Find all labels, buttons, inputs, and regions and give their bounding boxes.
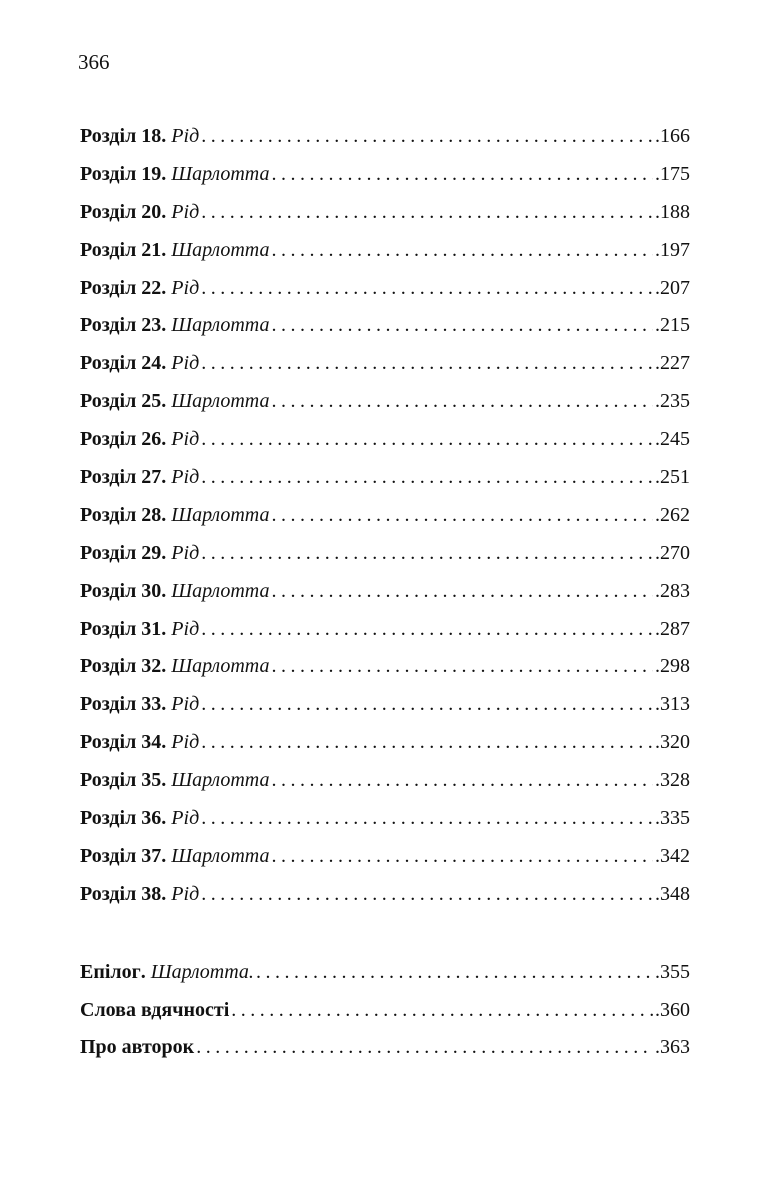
toc-entry [80, 156, 690, 194]
toc-entry-label: Епілог [80, 960, 141, 983]
dot-leader [196, 1029, 653, 1067]
toc-entry-narrator: Рід [171, 541, 200, 564]
toc-entry-narrator: Шарлотта [171, 314, 270, 337]
toc-entry-narrator: Шарлотта. [150, 960, 254, 983]
toc-entry-narrator: Рід [171, 125, 200, 147]
toc-entry [80, 648, 690, 686]
dot-leader [201, 459, 653, 497]
toc-entry-separator: . [161, 428, 172, 451]
dot-leader [231, 992, 653, 1030]
toc-entry-narrator: Рід [171, 276, 200, 299]
toc-entry-separator: . [161, 162, 172, 185]
toc-entry [80, 307, 690, 345]
toc-entry-separator: . [161, 579, 172, 602]
toc-entry [80, 992, 690, 1030]
toc-entry-separator: . [161, 390, 172, 413]
toc-entry-narrator: Рід [171, 428, 200, 451]
toc-entry-label: Розділ 30 [80, 579, 162, 602]
toc-entry-label: Розділ 21 [80, 238, 162, 261]
toc-entry [80, 724, 690, 762]
toc-entry-narrator: Рід [171, 617, 200, 640]
toc-entry-page-number: .335 [655, 807, 690, 830]
toc-entry [80, 838, 690, 876]
dot-leader [201, 118, 653, 156]
toc-entry-label: Розділ 25 [80, 390, 162, 413]
toc-entry-label: Розділ 24 [80, 352, 162, 375]
toc-entry-page-number: .328 [655, 769, 690, 792]
toc-entry-label: Розділ 23 [80, 314, 162, 337]
dot-leader [201, 535, 653, 573]
toc-entry [80, 800, 690, 838]
toc-entry-page-number: .313 [655, 693, 690, 716]
toc-entry-separator: . [161, 617, 172, 640]
toc-entry-separator: . [161, 769, 172, 792]
toc-entry-label: Розділ 38 [80, 882, 162, 905]
toc-entry-separator: . [161, 655, 172, 678]
toc-entry [80, 762, 690, 800]
toc-entry-page-number: .245 [655, 428, 690, 451]
toc-entry-label: Розділ 32 [80, 655, 162, 678]
toc-entry [80, 1029, 690, 1067]
toc-entry [80, 194, 690, 232]
toc-entry-label: Розділ 35 [80, 769, 162, 792]
toc-entry-label: Про авторок [80, 1036, 195, 1059]
toc-entry [80, 497, 690, 535]
toc-entry [80, 270, 690, 308]
dot-leader [272, 307, 654, 345]
dot-leader [201, 345, 653, 383]
toc-entry-separator: . [161, 882, 172, 905]
dot-leader [272, 383, 654, 421]
toc-entry-narrator: Рід [171, 731, 200, 754]
dot-leader [272, 497, 654, 535]
toc-entry [80, 383, 690, 421]
toc-entry-narrator: Шарлотта [171, 579, 270, 602]
dot-leader [272, 232, 654, 270]
toc-entry-page-number: .348 [655, 882, 690, 905]
toc-entry-page-number: .251 [655, 466, 690, 489]
toc-entry-label: Розділ 28 [80, 503, 162, 526]
toc-entry [80, 421, 690, 459]
dot-leader [272, 573, 654, 611]
toc-entry-narrator: Рід [171, 466, 200, 489]
toc-entry-page-number: .320 [655, 731, 690, 754]
toc-entry-label: Розділ 29 [80, 541, 162, 564]
toc-entry-separator: . [161, 693, 172, 716]
toc-entry-separator: . [161, 276, 172, 299]
toc-entry-page-number: .197 [655, 238, 690, 261]
toc-entry-narrator: Рід [171, 882, 200, 905]
toc-entry-label: Розділ 33 [80, 693, 162, 716]
toc-entry-narrator: Шарлотта [171, 238, 270, 261]
toc-entry [80, 876, 690, 914]
toc-entry-narrator: Шарлотта [171, 390, 270, 413]
toc-entry-narrator: Рід [171, 807, 200, 830]
toc-entry-narrator: Рід [171, 200, 200, 223]
toc-entry-page-number: .360 [655, 998, 690, 1021]
toc-entry-page-number: .363 [655, 1036, 690, 1059]
toc-entry-separator: . [161, 238, 172, 261]
toc-entry-label: Розділ 27 [80, 466, 162, 489]
toc-entry [80, 954, 690, 992]
toc-entry-separator: . [161, 352, 172, 375]
dot-leader [201, 800, 653, 838]
toc-entry-narrator: Рід [171, 352, 200, 375]
toc-entry-page-number: .342 [655, 844, 690, 867]
toc-entry-page-number: .175 [655, 162, 690, 185]
dot-leader [201, 686, 653, 724]
dot-leader [272, 838, 654, 876]
toc-entry-page-number: .235 [655, 390, 690, 413]
dot-leader [201, 724, 653, 762]
page-number: 366 [78, 50, 110, 74]
toc-entry-page-number: .262 [655, 503, 690, 526]
toc-entry [80, 345, 690, 383]
toc-entry-label: Розділ 19 [80, 162, 162, 185]
toc-entry [80, 459, 690, 497]
toc-entry-page-number: .166 [655, 125, 690, 147]
toc-entry-page-number: .207 [655, 276, 690, 299]
toc-entry-narrator: Шарлотта [171, 503, 270, 526]
dot-leader [272, 648, 654, 686]
toc-entry-separator: . [161, 314, 172, 337]
toc-entry-separator: . [161, 466, 172, 489]
toc-entry-label: Розділ 31 [80, 617, 162, 640]
toc-entry-page-number: .227 [655, 352, 690, 375]
toc-entry-narrator: Шарлотта [171, 162, 270, 185]
toc-entry-label: Розділ 20 [80, 200, 162, 223]
toc-entry-separator: . [161, 844, 172, 867]
toc-entry [80, 535, 690, 573]
toc-entry-label: Розділ 22 [80, 276, 162, 299]
toc-entry-page-number: .355 [655, 960, 690, 983]
toc-entry-page-number: .188 [655, 200, 690, 223]
dot-leader [201, 611, 653, 649]
toc-entry-separator: . [161, 200, 172, 223]
toc-entry-separator: . [140, 960, 151, 983]
toc-entry [80, 611, 690, 649]
toc-entry-page-number: .298 [655, 655, 690, 678]
toc-entry-separator: . [161, 503, 172, 526]
toc-entry-page-number: .270 [655, 541, 690, 564]
toc-entry-label: Розділ 26 [80, 428, 162, 451]
toc-entry [80, 686, 690, 724]
toc-entry-separator: . [161, 541, 172, 564]
toc-entry-page-number: .283 [655, 579, 690, 602]
toc-entry-separator: . [161, 125, 172, 147]
table-of-contents [80, 118, 690, 1067]
dot-leader [272, 156, 654, 194]
dot-leader [201, 876, 653, 914]
toc-entry-narrator: Шарлотта [171, 844, 270, 867]
toc-entry [80, 232, 690, 270]
dot-leader [256, 954, 653, 992]
toc-entry [80, 573, 690, 611]
toc-entry-separator: . [161, 807, 172, 830]
dot-leader [201, 270, 653, 308]
toc-entry-narrator: Шарлотта [171, 769, 270, 792]
toc-entry-separator: . [161, 731, 172, 754]
dot-leader [201, 421, 653, 459]
toc-entry [80, 118, 690, 156]
toc-entry-page-number: .287 [655, 617, 690, 640]
toc-entry-label: Розділ 36 [80, 807, 162, 830]
dot-leader [201, 194, 653, 232]
toc-entry-label: Розділ 34 [80, 731, 162, 754]
dot-leader [272, 762, 654, 800]
toc-entry-label: Розділ 37 [80, 844, 162, 867]
toc-entry-label: Розділ 18 [80, 125, 162, 147]
toc-entry-narrator: Рід [171, 693, 200, 716]
toc-entry-page-number: .215 [655, 314, 690, 337]
toc-entry-narrator: Шарлотта [171, 655, 270, 678]
toc-entry-label: Слова вдячності [80, 998, 230, 1021]
